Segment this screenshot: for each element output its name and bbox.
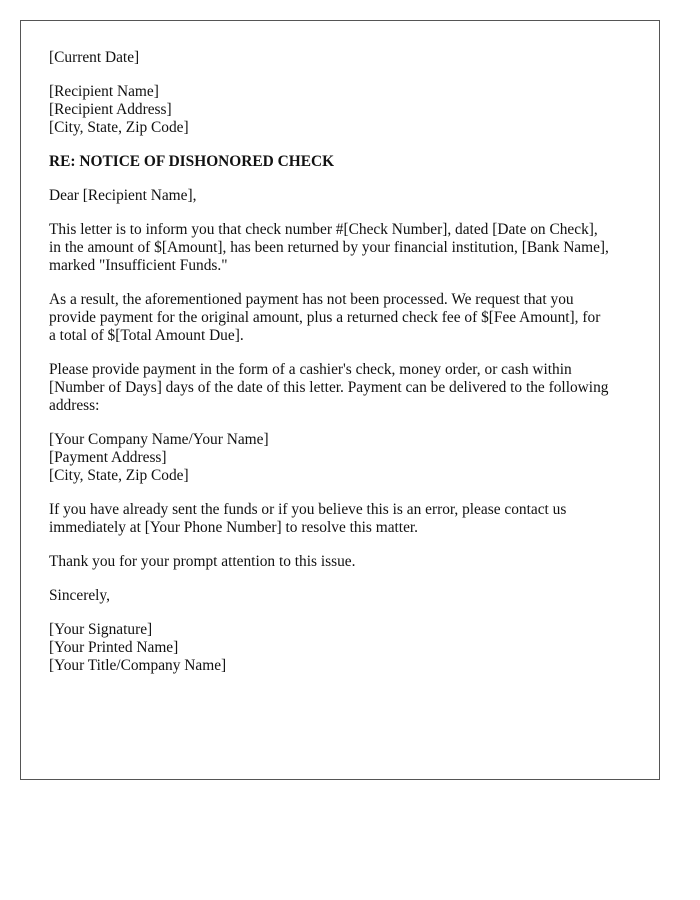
signature-placeholder: [Your Signature] <box>49 621 153 638</box>
recipient-city-state-zip: [City, State, Zip Code] <box>49 119 189 136</box>
paragraph-line: As a result, the aforementioned payment has not been processed. We request that you <box>49 291 574 308</box>
printed-name: [Your Printed Name] <box>49 639 179 656</box>
paragraph-line: marked "Insufficient Funds." <box>49 257 228 274</box>
recipient-address: [Recipient Address] <box>49 101 172 118</box>
title-company-name: [Your Title/Company Name] <box>49 657 227 674</box>
subject-line: RE: NOTICE OF DISHONORED CHECK <box>49 153 335 170</box>
date-block <box>49 49 631 67</box>
payment-address-block <box>49 431 631 485</box>
letter-page <box>20 20 660 780</box>
paragraph-line: This letter is to inform you that check number #[Check Number], dated [Date on Check], <box>49 221 598 238</box>
recipient-name: [Recipient Name] <box>49 83 159 100</box>
payment-address: [Payment Address] <box>49 449 167 466</box>
paragraph-thank-you: Thank you for your prompt attention to this issue. <box>49 553 356 570</box>
paragraph-line: [Number of Days] days of the date of this letter. Payment can be delivered to the following <box>49 379 609 396</box>
closing: Sincerely, <box>49 587 110 604</box>
signature-block <box>49 621 631 675</box>
letter-date: [Current Date] <box>49 49 140 66</box>
payment-company-name: [Your Company Name/Your Name] <box>49 431 269 448</box>
paragraph-line: address: <box>49 397 100 414</box>
paragraph-line: Please provide payment in the form of a cashier's check, money order, or cash within <box>49 361 572 378</box>
paragraph-contact <box>49 501 631 537</box>
payment-city-state-zip: [City, State, Zip Code] <box>49 467 189 484</box>
paragraph-line: a total of $[Total Amount Due]. <box>49 327 244 344</box>
paragraph-line: If you have already sent the funds or if you believe this is an error, please contact us <box>49 501 567 518</box>
recipient-address-block <box>49 83 631 137</box>
paragraph-payment-request <box>49 291 631 345</box>
paragraph-check-returned <box>49 221 631 275</box>
paragraph-line: in the amount of $[Amount], has been returned by your financial institution, [Bank Name], <box>49 239 609 256</box>
paragraph-line: provide payment for the original amount, plus a returned check fee of $[Fee Amount], for <box>49 309 601 326</box>
paragraph-line: immediately at [Your Phone Number] to resolve this matter. <box>49 519 419 536</box>
paragraph-payment-method <box>49 361 631 415</box>
salutation: Dear [Recipient Name], <box>49 187 197 204</box>
